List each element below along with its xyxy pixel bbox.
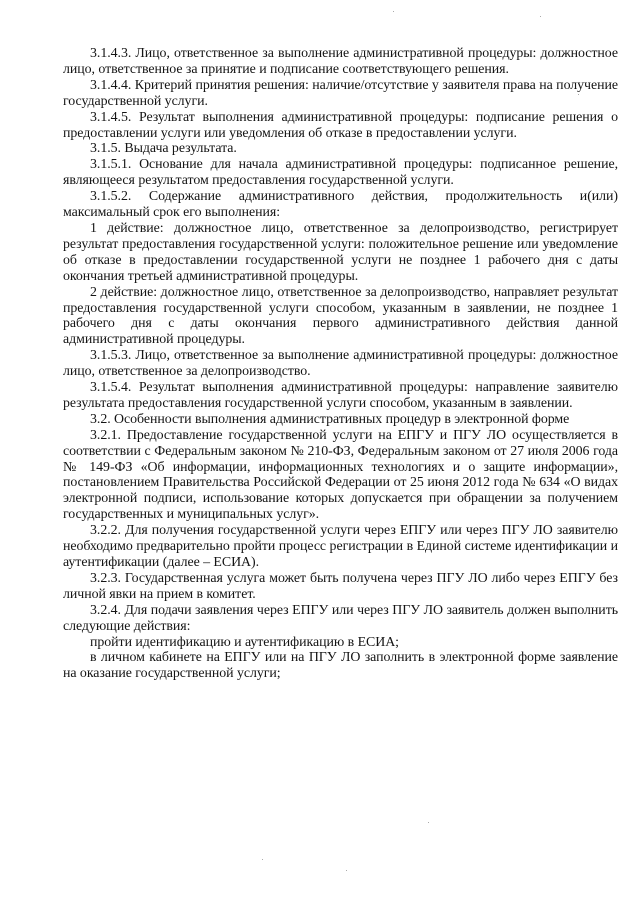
paragraph-3-1-5-2: 3.1.5.2. Содержание административного действия, продолжительность и(или) максимальный срок его выполнения: — [63, 189, 618, 221]
scan-speck — [393, 11, 394, 12]
paragraph-3-2-4: 3.2.4. Для подачи заявления через ЕПГУ или через ПГУ ЛО заявитель должен выполнить следующие действия: — [63, 602, 618, 634]
scan-speck — [540, 16, 541, 17]
paragraph-3-2-3: 3.2.3. Государственная услуга может быть получена через ПГУ ЛО либо через ЕПГУ без личной явки на прием в комитет. — [63, 570, 618, 602]
paragraph-3-1-5: 3.1.5. Выдача результата. — [90, 141, 237, 157]
scan-speck — [578, 94, 579, 95]
paragraph-3-1-5-4: 3.1.5.4. Результат выполнения административной процедуры: направление заявителю результата предоставления государственной услуги способом, указанным в заявлении. — [63, 380, 618, 411]
paragraph-action-2: 2 действие: должностное лицо, ответственное за делопроизводство, направляет результат предоставления государственной услуги способом, указанным в заявлении, не позднее 1 рабочего дня с даты окончания первого административного действия данной административной процедуры. — [63, 284, 618, 348]
paragraph-3-2-2: 3.2.2. Для получения государственной услуги через ЕПГУ или через ПГУ ЛО заявителю необходимо предварительно пройти процесс регистрации в Единой системе идентификации и аутентификации (далее – ЕСИА). — [63, 523, 618, 570]
paragraph-3-2-1: 3.2.1. Предоставление государственной услуги на ЕПГУ и ПГУ ЛО осуществляется в соответствии с Федеральным законом № 210-ФЗ, Федеральным законом от 27 июля 2006 года № 149-ФЗ «Об информации, информационных технологиях и о защите информации», постановлением Правительства Российской Федерации от 25 июня 2012 года № 634 «О видах электронной подписи, использование которых допускается при обращении за получением государственных и муниципальных услуг». — [63, 427, 618, 523]
paragraph-3-1-4-3: 3.1.4.3. Лицо, ответственное за выполнение административной процедуры: должностное лицо, ответственное за принятие и подписание соответствующего решения. — [63, 46, 618, 77]
paragraph-3-1-5-3: 3.1.5.3. Лицо, ответственное за выполнение административной процедуры: должностное лицо, ответственное за делопроизводство. — [63, 348, 618, 380]
scan-speck — [262, 859, 263, 860]
paragraph-3-1-4-4: 3.1.4.4. Критерий принятия решения: наличие/отсутствие у заявителя права на получение государственной услуги. — [63, 77, 618, 109]
paragraph-3-1-4-5: 3.1.4.5. Результат выполнения административной процедуры: подписание решения о предоставлении услуги или уведомления об отказе в предоставлении услуги. — [63, 109, 618, 141]
list-item-esia: пройти идентификацию и аутентификацию в ЕСИА; — [90, 634, 399, 650]
document-body — [63, 46, 618, 682]
paragraph-action-1: 1 действие: должностное лицо, ответственное за делопроизводство, регистрирует результат предоставления государственной услуги: положительное решение или уведомление об отказе в предоставлении государственной услуги не позднее 1 рабочего дня с даты окончания третьей административной процедуры. — [63, 220, 618, 284]
list-item-cabinet: в личном кабинете на ЕПГУ или на ПГУ ЛО заполнить в электронной форме заявление на оказание государственной услуги; — [63, 650, 618, 682]
paragraph-3-1-5-1: 3.1.5.1. Основание для начала административной процедуры: подписанное решение, являющееся результатом предоставления государственной услуги. — [63, 157, 618, 189]
scan-speck — [346, 870, 347, 871]
paragraph-3-2: 3.2. Особенности выполнения административных процедур в электронной форме — [90, 411, 570, 427]
scan-speck — [428, 822, 429, 823]
